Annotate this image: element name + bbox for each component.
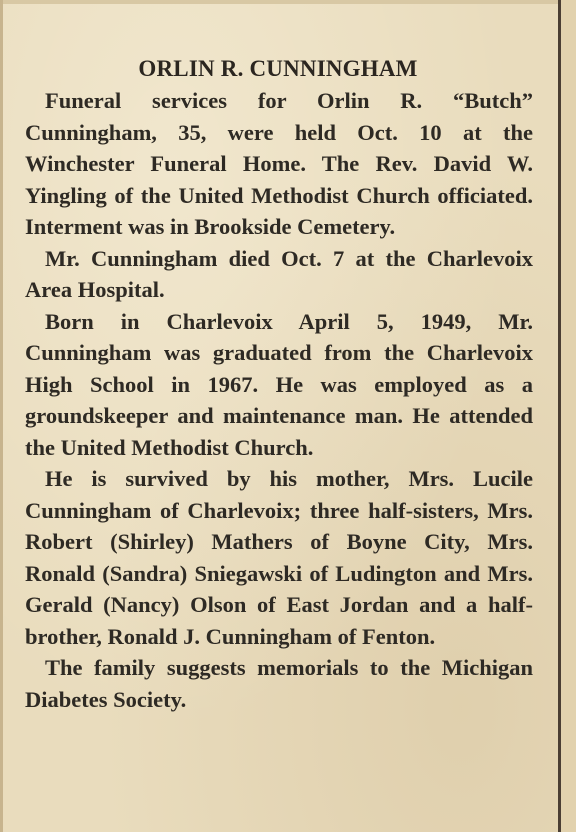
obituary-headline: ORLIN R. CUNNINGHAM: [138, 56, 418, 81]
paragraph-memorials: The family suggests memorials to the Michigan Diabetes Society.: [25, 655, 533, 712]
paragraph-funeral-services: Funeral services for Orlin R. “Butch” Cunningham, 35, were held Oct. 10 at the Winchester Funeral Home. The Rev. David W. Yingling of the United Methodist Church officiated. Interment was in Brookside Cemetery.: [25, 88, 533, 239]
obituary-body: [25, 85, 533, 715]
paragraph-survivors: He is survived by his mother, Mrs. Lucile Cunningham of Charlevoix; three half-sisters, Mrs. Robert (Shirley) Mathers of Boyne City, Mrs. Ronald (Sandra) Sniegawski of Ludington and Mrs. Gerald (Nancy) Olson of East Jordan and a half-brother, Ronald J. Cunningham of Fenton.: [25, 466, 533, 649]
paper-left-edge: [0, 0, 3, 832]
paragraph-date-of-death: Mr. Cunningham died Oct. 7 at the Charlevoix Area Hospital.: [25, 245, 533, 302]
paper-top-edge: [0, 0, 576, 4]
paragraph-biography: Born in Charlevoix April 5, 1949, Mr. Cunningham was graduated from the Charlevoix High School in 1967. He was employed as a groundskeeper and maintenance man. He attended the United Methodist Church.: [25, 308, 533, 460]
right-margin: [561, 0, 576, 832]
